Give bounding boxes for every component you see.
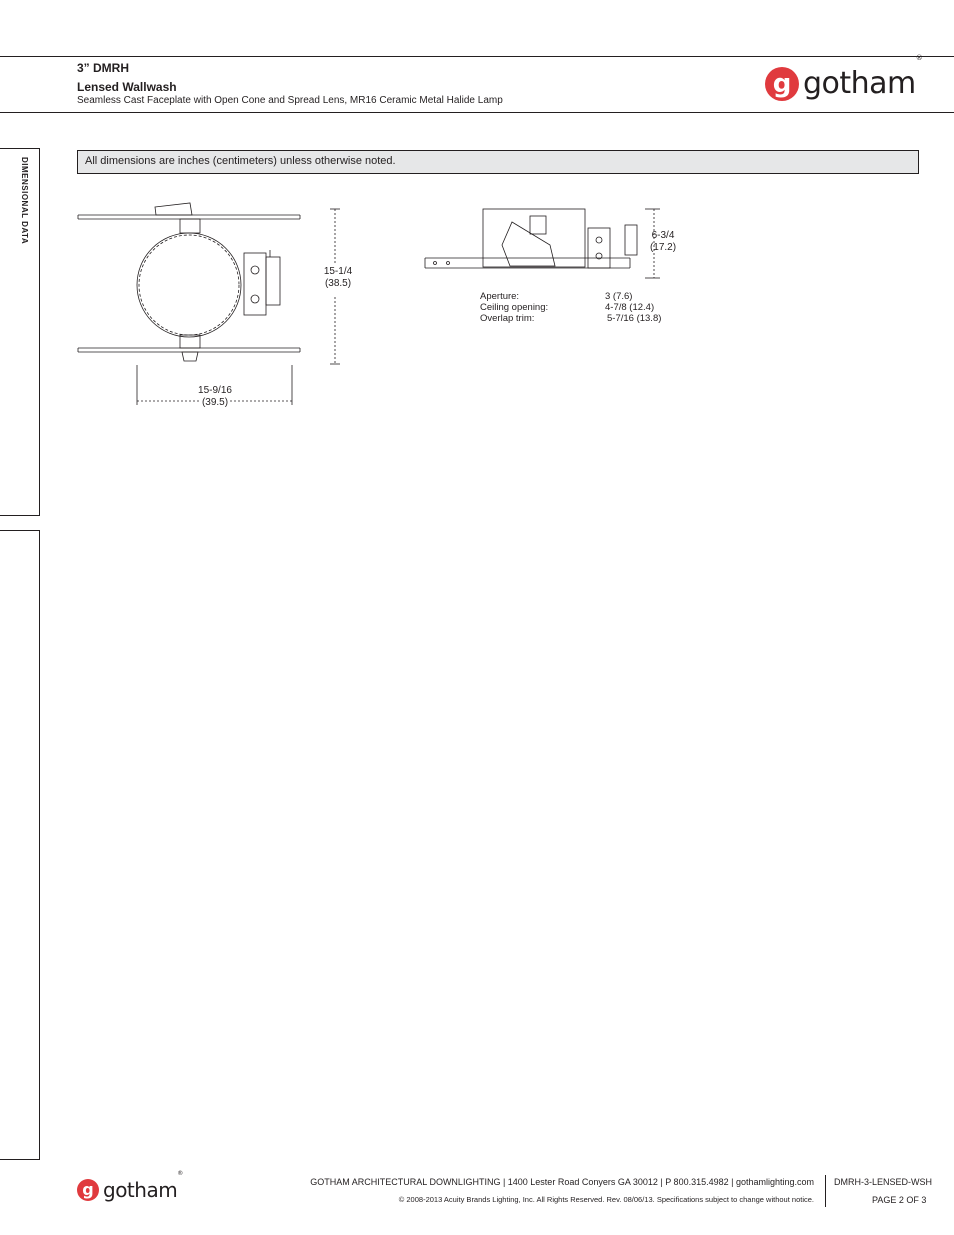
header-top-rule: [0, 56, 954, 57]
gotham-logo: [765, 54, 923, 101]
product-subtitle: Lensed Wallwash: [77, 80, 177, 94]
plan-width-inches: 15-9/16: [198, 385, 232, 396]
gotham-logo-mark: g: [765, 67, 799, 101]
product-description: Seamless Cast Faceplate with Open Cone and Spread Lens, MR16 Ceramic Metal Halide Lamp: [77, 95, 503, 106]
side-tab-dimensional: [0, 148, 40, 516]
spec-value: 3 (7.6): [605, 291, 633, 302]
spec-label: Ceiling opening:: [480, 302, 549, 313]
footer-gotham-logo: [77, 1170, 183, 1202]
spec-row: [480, 313, 661, 324]
spec-value: 5-7/16 (13.8): [607, 313, 662, 324]
footer-doc-id: DMRH-3-LENSED-WSH: [834, 1177, 933, 1187]
header-bottom-rule: [0, 112, 954, 113]
footer-page-number: PAGE 2 OF 3: [872, 1195, 927, 1205]
plan-view-drawing: [70, 195, 350, 415]
footer-registered-mark: ®: [177, 1170, 183, 1177]
footer-copyright: © 2008-2013 Acuity Brands Lighting, Inc. All Rights Reserved. Rev. 08/06/13. Specifications subject to change without notice.: [398, 1195, 814, 1204]
product-title: 3” DMRH: [77, 61, 130, 75]
gotham-logo-word: gotham: [803, 66, 916, 101]
side-view-drawing: [420, 200, 670, 285]
spec-label: Aperture:: [480, 291, 520, 302]
side-height-cm: (17.2): [649, 242, 677, 253]
spec-value: 4-7/8 (12.4): [605, 302, 655, 313]
side-tab-blank: [0, 530, 40, 1160]
plan-height-cm: (38.5): [324, 278, 352, 289]
plan-width-dimension: [185, 385, 245, 409]
footer-logo-word: gotham: [103, 1178, 178, 1202]
side-height-inches: 6-3/4: [651, 230, 675, 241]
spec-label: Overlap trim:: [480, 313, 535, 324]
plan-height-dimension: [310, 266, 366, 290]
plan-height-inches: 15-1/4: [323, 266, 353, 277]
dimensions-note: All dimensions are inches (centimeters) unless otherwise noted.: [77, 150, 919, 174]
plan-width-cm: (39.5): [201, 397, 229, 408]
footer-logo-mark: g: [77, 1179, 99, 1201]
footer-divider: [825, 1175, 826, 1207]
spec-list: [480, 291, 661, 324]
side-height-dimension: [644, 230, 682, 254]
footer-company-line: GOTHAM ARCHITECTURAL DOWNLIGHTING | 1400 Lester Road Conyers GA 30012 | P 800.315.4982 | gothamlighting.com: [310, 1177, 814, 1187]
registered-mark: ®: [915, 54, 923, 62]
side-tab-label: DIMENSIONAL DATA: [20, 157, 29, 245]
spec-row: [480, 302, 661, 313]
spec-row: [480, 291, 661, 302]
